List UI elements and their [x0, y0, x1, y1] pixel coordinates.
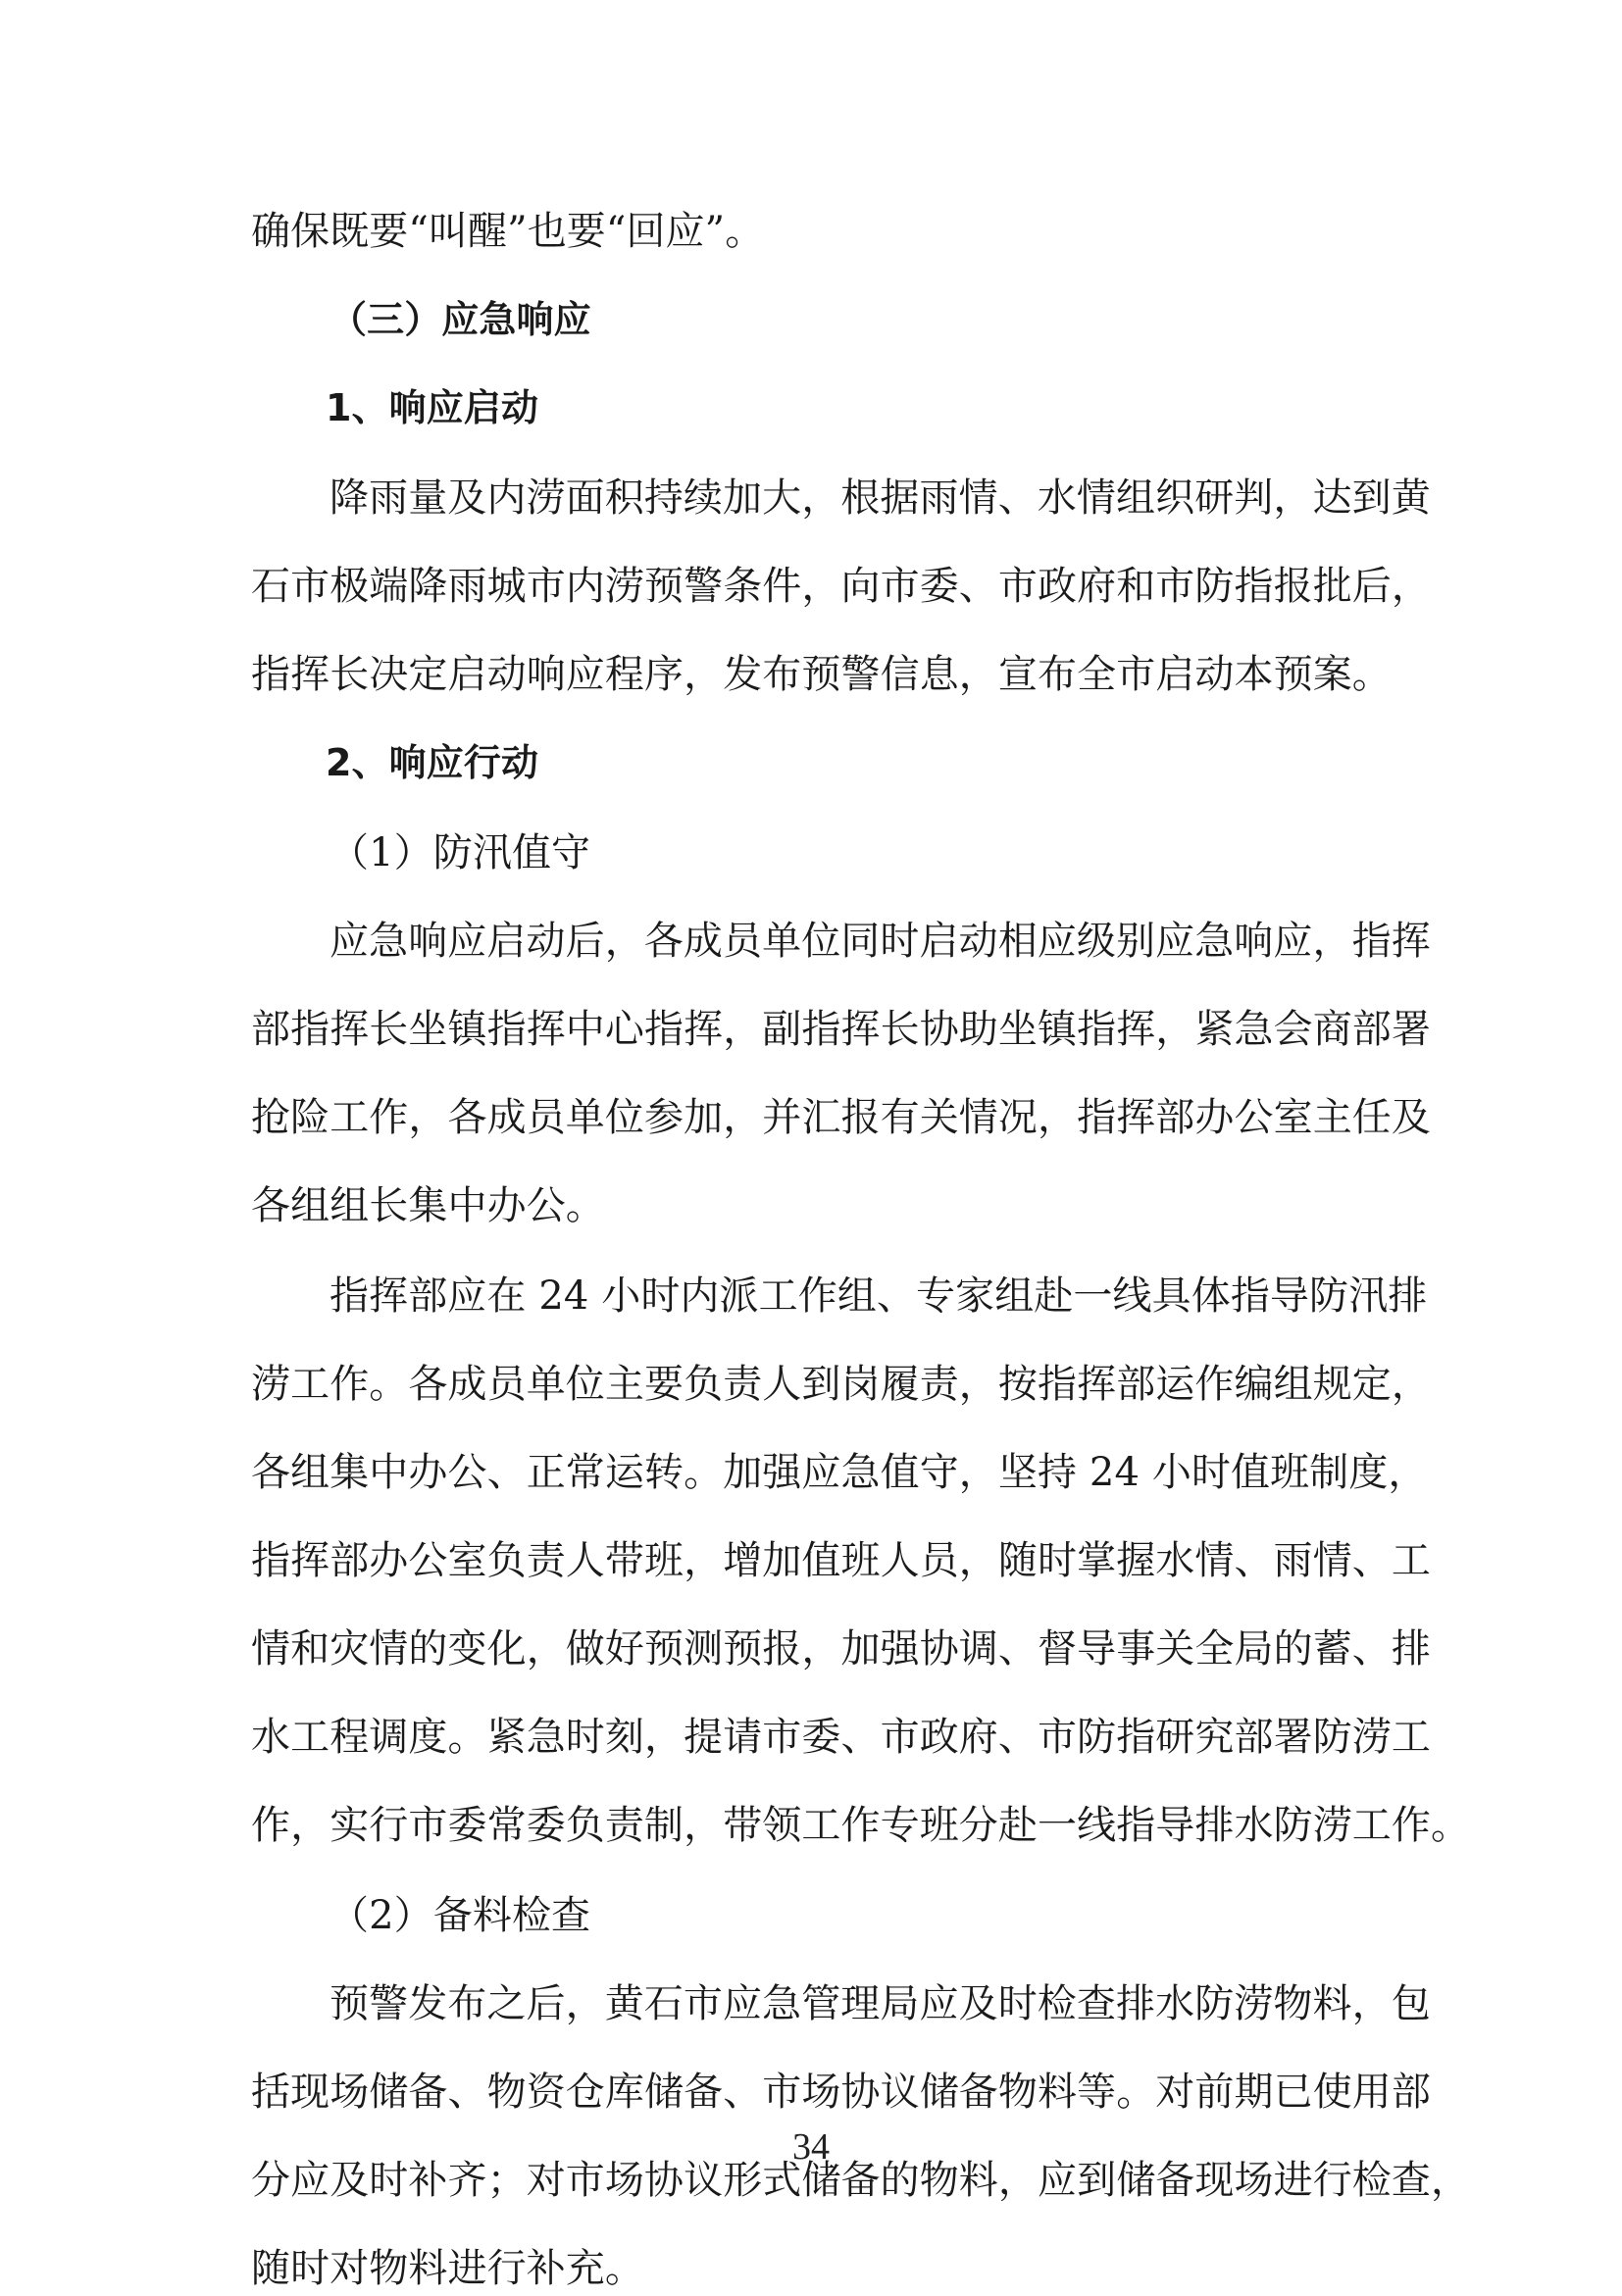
page-number: 34: [792, 2126, 830, 2168]
paragraph-line: 部指挥长坐镇指挥中心指挥，副指挥长协助坐镇指挥，紧急会商部署: [251, 1007, 1431, 1052]
paragraph-line: 降雨量及内涝面积持续加大，根据雨情、水情组织研判，达到黄: [329, 475, 1431, 521]
paragraph-line: 预警发布之后，黄石市应急管理局应及时检查排水防涝物料，包: [329, 1981, 1431, 2026]
paragraph-line: 水工程调度。紧急时刻，提请市委、市政府、市防指研究部署防涝工: [251, 1715, 1431, 1760]
paragraph-line: 抢险工作，各成员单位参加，并汇报有关情况，指挥部办公室主任及: [251, 1095, 1431, 1140]
paragraph-line: 括现场储备、物资仓库储备、市场协议储备物料等。对前期已使用部: [251, 2070, 1431, 2115]
item-heading: （2）备料检查: [329, 1893, 591, 1938]
paragraph-line: 应急响应启动后，各成员单位同时启动相应级别应急响应，指挥: [329, 919, 1431, 964]
paragraph-line: 涝工作。各成员单位主要负责人到岗履责，按指挥部运作编组规定，: [251, 1362, 1431, 1407]
paragraph-line: 指挥部办公室负责人带班，增加值班人员，随时掌握水情、雨情、工: [251, 1538, 1431, 1583]
paragraph-line: 指挥部应在 24 小时内派工作组、专家组赴一线具体指导防汛排: [329, 1273, 1428, 1319]
paragraph-line: 各组组长集中办公。: [251, 1183, 605, 1228]
item-heading: （1）防汛值守: [329, 830, 591, 875]
paragraph-line: 石市极端降雨城市内涝预警条件，向市委、市政府和市防指报批后，: [251, 564, 1431, 609]
subsection-heading: 1、响应启动: [326, 386, 539, 429]
section-heading: （三）应急响应: [329, 298, 591, 341]
paragraph-line: 各组集中办公、正常运转。加强应急值守，坚持 24 小时值班制度，: [251, 1450, 1428, 1495]
paragraph-line: 分应及时补齐；对市场协议形式储备的物料，应到储备现场进行检查，: [251, 2158, 1471, 2203]
paragraph-line: 作，实行市委常委负责制，带领工作专班分赴一线指导排水防涝工作。: [251, 1803, 1471, 1848]
paragraph-line: 指挥长决定启动响应程序，发布预警信息，宣布全市启动本预案。: [251, 652, 1392, 697]
paragraph-line: 随时对物料进行补充。: [251, 2246, 644, 2291]
paragraph-line: 情和灾情的变化，做好预测预报，加强协调、督导事关全局的蓄、排: [251, 1626, 1431, 1672]
subsection-heading: 2、响应行动: [326, 741, 539, 784]
paragraph-line: 确保既要“叫醒”也要“回应”。: [251, 209, 765, 254]
